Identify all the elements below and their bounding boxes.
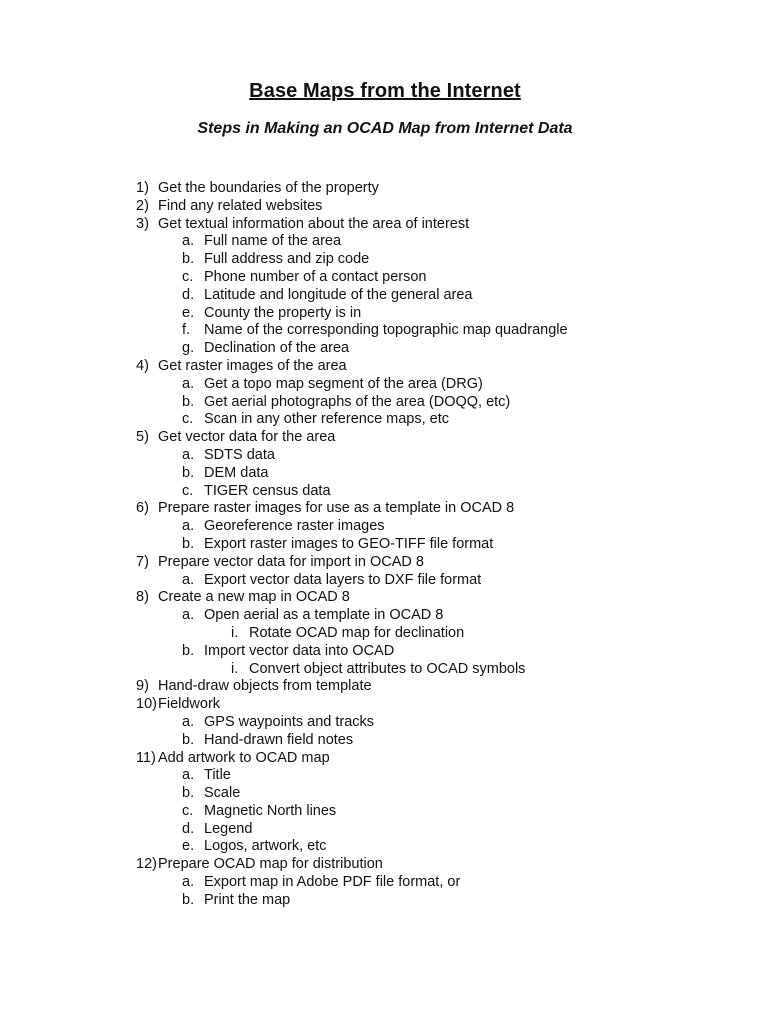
list-item-text: Rotate OCAD map for declination <box>249 624 465 641</box>
list-item-text: Scale <box>204 785 241 802</box>
list-marker: 2) <box>136 197 149 214</box>
list-item-text: Phone number of a contact person <box>204 268 427 285</box>
list-item-text: Declination of the area <box>204 340 350 357</box>
list-marker: g. <box>182 340 195 357</box>
list-marker: i. <box>231 624 239 641</box>
list-marker: c. <box>182 802 194 819</box>
sub-step-item <box>0 874 770 892</box>
list-marker: 7) <box>136 553 149 570</box>
list-marker: 9) <box>136 678 149 695</box>
list-marker: c. <box>182 482 194 499</box>
sub-step-item <box>0 322 770 340</box>
list-item-text: DEM data <box>204 464 269 481</box>
step-item <box>0 678 770 696</box>
list-marker: a. <box>182 446 195 463</box>
list-marker: a. <box>182 607 195 624</box>
list-marker: 3) <box>136 215 149 232</box>
list-item-text: TIGER census data <box>204 482 331 499</box>
list-item-text: Hand-draw objects from template <box>158 678 372 695</box>
list-item-text: Fieldwork <box>158 696 221 713</box>
list-item-text: Get textual information about the area of interest <box>158 215 470 232</box>
list-marker: 1) <box>136 180 149 196</box>
list-marker: e. <box>182 838 195 855</box>
step-item <box>0 750 770 768</box>
list-item-text: Logos, artwork, etc <box>204 838 327 855</box>
list-item-text: Latitude and longitude of the general area <box>204 286 473 303</box>
list-marker: 5) <box>136 429 149 446</box>
sub-step-item <box>0 838 770 856</box>
list-item-text: Hand-drawn field notes <box>204 731 354 748</box>
list-item-text: Full name of the area <box>204 233 342 250</box>
sub-step-item <box>0 340 770 358</box>
document-title: Base Maps from the Internet <box>249 80 521 102</box>
list-marker: a. <box>182 375 195 392</box>
list-item-text: Legend <box>204 820 253 837</box>
steps-list <box>0 180 770 910</box>
sub-step-item <box>0 714 770 732</box>
sub-step-item <box>0 518 770 536</box>
step-item <box>0 198 770 216</box>
list-marker: b. <box>182 393 195 410</box>
list-marker: b. <box>182 642 195 659</box>
list-marker: a. <box>182 571 195 588</box>
list-item-text: Add artwork to OCAD map <box>158 749 330 766</box>
list-marker: d. <box>182 286 195 303</box>
sub-step-item <box>0 803 770 821</box>
step-item <box>0 589 770 607</box>
list-marker: b. <box>182 891 195 908</box>
list-marker: 10) <box>136 696 157 713</box>
list-item-text: Create a new map in OCAD 8 <box>158 589 350 606</box>
sub-step-item <box>0 465 770 483</box>
list-item-text: Get raster images of the area <box>158 357 347 374</box>
sub-step-item <box>0 785 770 803</box>
step-item <box>0 429 770 447</box>
list-item-text: Name of the corresponding topographic map quadrangle <box>204 322 568 339</box>
sub-sub-step-item <box>0 661 770 679</box>
step-item <box>0 554 770 572</box>
step-item <box>0 856 770 874</box>
list-item-text: Open aerial as a template in OCAD 8 <box>204 607 444 624</box>
step-item <box>0 500 770 518</box>
list-marker: b. <box>182 731 195 748</box>
list-item-text: Export vector data layers to DXF file format <box>204 571 482 588</box>
sub-step-item <box>0 607 770 625</box>
sub-step-item <box>0 269 770 287</box>
list-marker: a. <box>182 233 195 250</box>
list-item-text: Prepare OCAD map for distribution <box>158 856 383 873</box>
list-item-text: Find any related websites <box>158 197 323 214</box>
step-item <box>0 358 770 376</box>
list-marker: 12) <box>136 856 157 873</box>
list-item-text: SDTS data <box>204 446 275 463</box>
list-marker: b. <box>182 535 195 552</box>
sub-step-item <box>0 447 770 465</box>
sub-step-item <box>0 233 770 251</box>
list-item-text: Get a topo map segment of the area (DRG) <box>204 375 483 392</box>
sub-step-item <box>0 394 770 412</box>
step-item <box>0 180 770 198</box>
step-item <box>0 696 770 714</box>
sub-step-item <box>0 287 770 305</box>
list-item-text: GPS waypoints and tracks <box>204 713 375 730</box>
list-item-text: Convert object attributes to OCAD symbols <box>249 660 526 677</box>
list-marker: f. <box>182 322 191 339</box>
document-subtitle: Steps in Making an OCAD Map from Internet Data <box>197 120 573 137</box>
list-marker: a. <box>182 874 195 891</box>
list-item-text: Prepare vector data for import in OCAD 8 <box>158 553 424 570</box>
sub-step-item <box>0 732 770 750</box>
list-marker: 6) <box>136 500 149 517</box>
list-marker: 8) <box>136 589 149 606</box>
list-item-text: County the property is in <box>204 304 362 321</box>
list-marker: 4) <box>136 357 149 374</box>
list-marker: b. <box>182 251 195 268</box>
sub-step-item <box>0 767 770 785</box>
list-marker: b. <box>182 464 195 481</box>
list-item-text: Export map in Adobe PDF file format, or <box>204 874 461 891</box>
sub-step-item <box>0 251 770 269</box>
sub-step-item <box>0 643 770 661</box>
list-marker: a. <box>182 713 195 730</box>
list-item-text: Magnetic North lines <box>204 802 337 819</box>
list-marker: a. <box>182 767 195 784</box>
list-item-text: Scan in any other reference maps, etc <box>204 411 450 428</box>
list-marker: d. <box>182 820 195 837</box>
list-item-text: Get vector data for the area <box>158 429 336 446</box>
list-item-text: Get the boundaries of the property <box>158 180 379 196</box>
list-marker: e. <box>182 304 195 321</box>
list-item-text: Full address and zip code <box>204 251 370 268</box>
list-item-text: Import vector data into OCAD <box>204 642 395 659</box>
sub-step-item <box>0 483 770 501</box>
sub-step-item <box>0 305 770 323</box>
list-item-text: Print the map <box>204 891 291 908</box>
sub-step-item <box>0 572 770 590</box>
list-item-text: Export raster images to GEO-TIFF file format <box>204 535 494 552</box>
list-marker: 11) <box>136 749 156 766</box>
list-item-text: Prepare raster images for use as a template in OCAD 8 <box>158 500 515 517</box>
sub-sub-step-item <box>0 625 770 643</box>
sub-step-item <box>0 376 770 394</box>
sub-step-item <box>0 821 770 839</box>
list-marker: c. <box>182 268 194 285</box>
sub-step-item <box>0 411 770 429</box>
sub-step-item <box>0 892 770 910</box>
list-item-text: Georeference raster images <box>204 518 385 535</box>
list-item-text: Title <box>204 767 231 784</box>
list-marker: a. <box>182 518 195 535</box>
sub-step-item <box>0 536 770 554</box>
list-item-text: Get aerial photographs of the area (DOQQ, etc) <box>204 393 511 410</box>
list-marker: i. <box>231 660 239 677</box>
list-marker: b. <box>182 785 195 802</box>
list-marker: c. <box>182 411 194 428</box>
step-item <box>0 216 770 234</box>
